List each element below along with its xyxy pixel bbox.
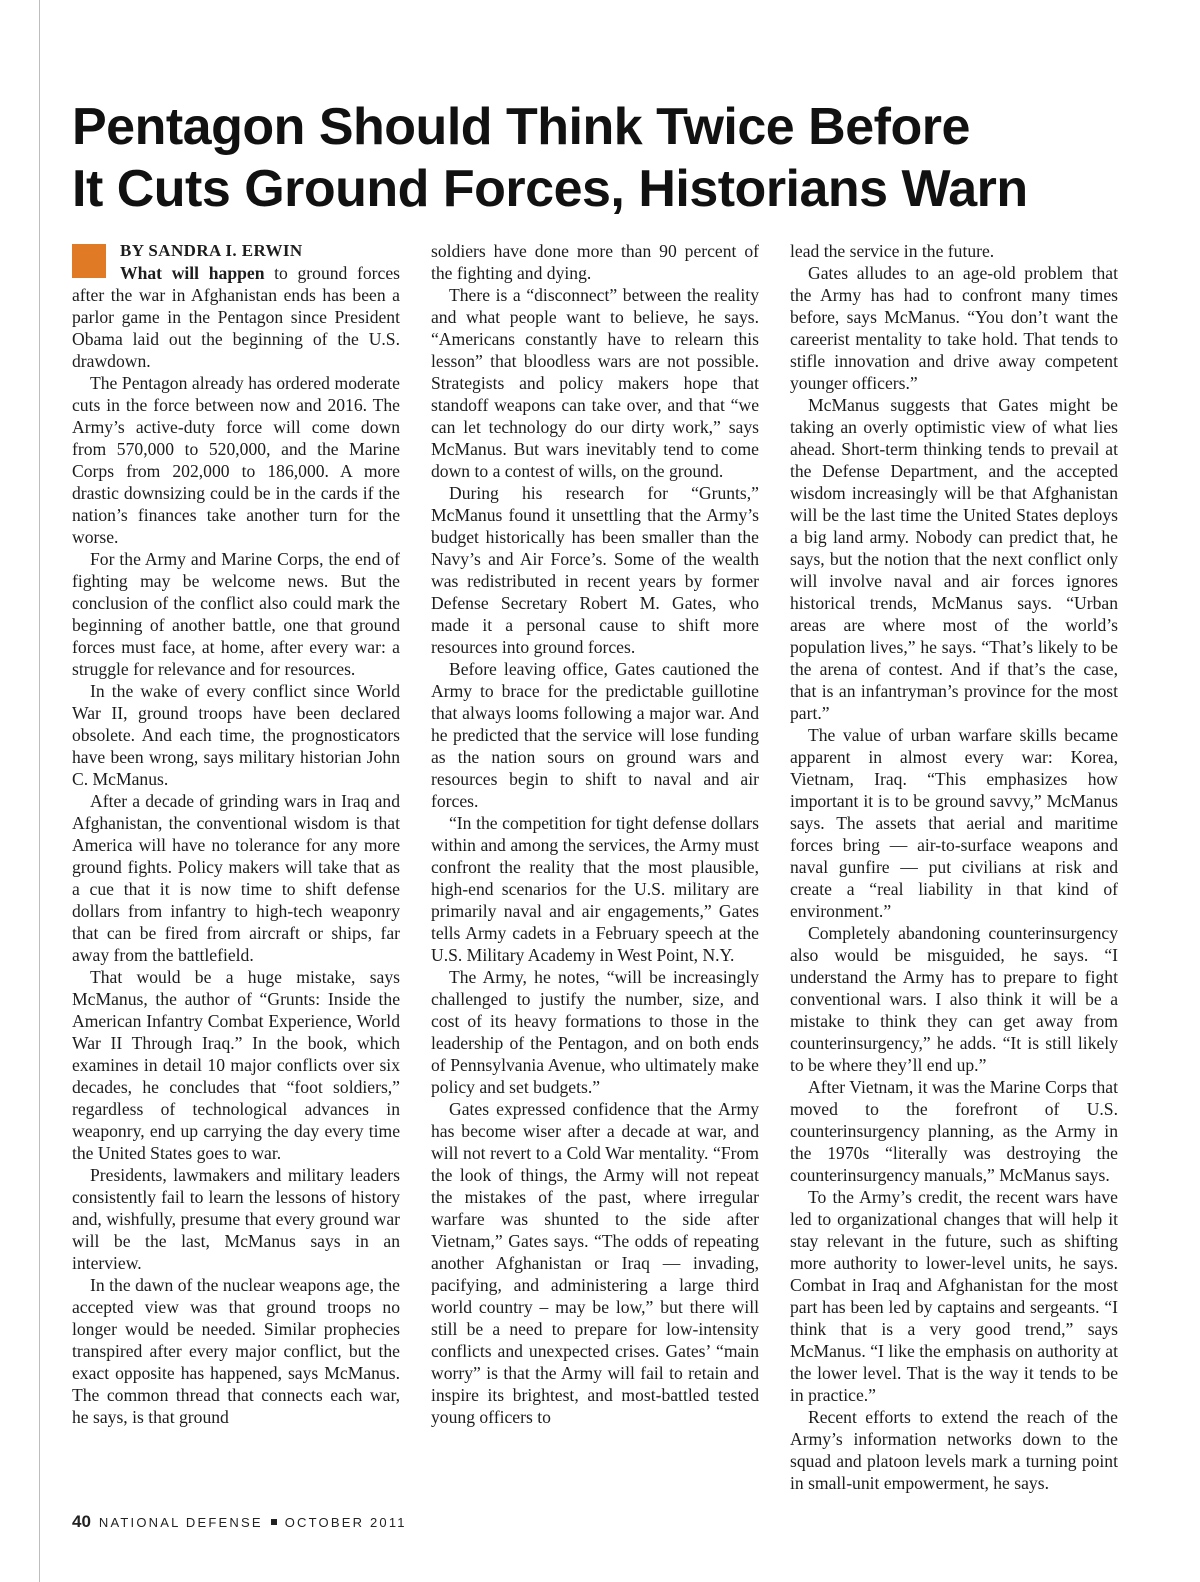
paragraph: Recent efforts to extend the reach of the Army’s information networks down to the squad and platoon levels mark a turning point in small-unit empowerment, he says. xyxy=(790,1407,1118,1493)
paragraph: To the Army’s credit, the recent wars have led to organizational changes that will help it stay relevant in the future, such as shifting more authority to lower-level units, he says. Combat in Iraq and Afghanistan for the most part has been led by captains and sergeants. “I think that is a very good trend,” says McManus. “I like the emphasis on authority at the lower level. That is the way it tends to be in practice.” xyxy=(790,1187,1118,1405)
paragraph: In the wake of every conflict since World War II, ground troops have been declared obsolete. And each time, the prognosticators have been wrong, says military historian John C. McManus. xyxy=(72,681,400,789)
headline-line-2: It Cuts Ground Forces, Historians Warn xyxy=(72,160,1028,218)
headline-line-1: Pentagon Should Think Twice Before xyxy=(72,98,970,156)
paragraph: After a decade of grinding wars in Iraq and Afghanistan, the conventional wisdom is that America will have no tolerance for any more ground fights. Policy makers will take that as a cue that it is now time to shift defense dollars from infantry to high-tech weaponry that can be fired from aircraft or ships, far away from the battlefield. xyxy=(72,791,400,965)
lead-in: What will happen xyxy=(120,263,265,283)
page-footer xyxy=(72,1512,407,1532)
paragraph-continued: lead the service in the future. xyxy=(790,241,995,261)
byline: BY SANDRA I. ERWIN xyxy=(120,241,303,260)
paragraph: There is a “disconnect” between the reality and what people want to believe, he says. “Americans constantly have to relearn this lesson” that bloodless wars are not possible. Strategists and policy makers hope that standoff weapons can take over, and that “we can let technology do our dirty work,” says McManus. But wars inevitably tend to come down to a contest of wills, on the ground. xyxy=(431,285,759,481)
page-number: 40 xyxy=(72,1512,91,1531)
paragraph: “In the competition for tight defense dollars within and among the services, the Army must confront the reality that the most plausible, high-end scenarios for the U.S. military are primarily naval and air engagements,” Gates tells Army cadets in a February speech at the U.S. Military Academy in West Point, N.Y. xyxy=(431,813,759,965)
paragraph: The Army, he notes, “will be increasingly challenged to justify the number, size, and cost of its heavy formations to those in the leadership of the Pentagon, and on both ends of Pennsylvania Avenue, who ultimately make policy and set budgets.” xyxy=(431,967,759,1097)
paragraph: The Pentagon already has ordered moderate cuts in the force between now and 2016. The Army’s active-duty force will come down from 570,000 to 520,000, and the Marine Corps from 202,000 to 186,000. A more drastic downsizing could be in the cards if the nation’s finances take another turn for the worse. xyxy=(72,373,400,547)
byline-row xyxy=(72,240,400,262)
article-column-3 xyxy=(790,240,1118,1494)
article-column-2 xyxy=(431,240,759,1428)
lead-paragraph xyxy=(72,262,400,372)
paragraph: Presidents, lawmakers and military leaders consistently fail to learn the lessons of history and, wishfully, presume that every ground war will be the last, McManus says in an interview. xyxy=(72,1165,400,1273)
accent-square-icon xyxy=(72,244,106,278)
paragraph: Gates alludes to an age-old problem that the Army has had to confront many times before, says McManus. “You don’t want the careerist mentality to take hold. That tends to stifle innovation and drive away competent younger officers.” xyxy=(790,263,1118,393)
paragraph: McManus suggests that Gates might be taking an overly optimistic view of what lies ahead. Short-term thinking tends to prevail at the Defense Department, and the accepted wisdom increasingly will be that Afghanistan will be the last time the United States deploys a big land army. Nobody can predict that, he says, but the notion that the next conflict only will involve naval and air forces ignores historical trends, McManus says. “Urban areas are where most of the world’s population lives,” he says. “That’s likely to be the arena of contest. And if that’s the case, that is an infantryman’s province for the most part.” xyxy=(790,395,1118,723)
publication-name: NATIONAL DEFENSE xyxy=(98,1515,263,1530)
paragraph: Gates expressed confidence that the Army has become wiser after a decade at war, and will not revert to a Cold War mentality. “From the look of things, the Army will not repeat the mistakes of the past, where irregular warfare was shunted to the side after Vietnam,” Gates says. “The odds of repeating another Afghanistan or Iraq — invading, pacifying, and administering a large third world country – may be low,” but there will still be a need to prepare for low-intensity conflicts and unexpected crises. Gates’ “main worry” is that the Army will fail to retain and inspire its brightest, and most-battled tested young officers to xyxy=(431,1099,759,1427)
paragraph: In the dawn of the nuclear weapons age, the accepted view was that ground troops no longer would be needed. Similar prophecies transpired after every major conflict, but the exact opposite has happened, says McManus. The common thread that connects each war, he says, is that ground xyxy=(72,1275,400,1427)
paragraph-continued: soldiers have done more than 90 percent of the fighting and dying. xyxy=(431,241,759,283)
paragraph: The value of urban warfare skills became apparent in almost every war: Korea, Vietnam, Iraq. “This emphasizes how important it is to be ground savvy,” McManus says. The assets that aerial and maritime forces bring — air-to-surface weapons and naval gunfire — put civilians at risk and create a “real liability in that kind of environment.” xyxy=(790,725,1118,921)
paragraph: Before leaving office, Gates cautioned the Army to brace for the predictable guillotine that always looms following a major war. And he predicted that the service will lose funding as the nation sours on ground wars and resources begin to shift to naval and air forces. xyxy=(431,659,759,811)
paragraph: Completely abandoning counterinsurgency also would be misguided, he says. “I understand the Army has to prepare to fight conventional wars. I also think it will be a mistake to think they can get away from counterinsurgency,” he adds. “It is still likely to be where they’ll end up.” xyxy=(790,923,1118,1075)
paragraph: After Vietnam, it was the Marine Corps that moved to the forefront of U.S. counterinsurgency planning, as the Army in the 1970s “literally was destroying the counterinsurgency manuals,” McManus says. xyxy=(790,1077,1118,1185)
paragraph: That would be a huge mistake, says McManus, the author of “Grunts: Inside the American Infantry Combat Experience, World War II Through Iraq.” In the book, which examines in detail 10 major conflicts over six decades, he concludes that “foot soldiers,” regardless of technological advances in weaponry, end up carrying the day every time the United States goes to war. xyxy=(72,967,400,1163)
article-headline xyxy=(72,96,1132,220)
paragraph: For the Army and Marine Corps, the end of fighting may be welcome news. But the conclusion of the conflict also could mark the beginning of another battle, one that ground forces must face, at home, after every war: a struggle for relevance and for resources. xyxy=(72,549,400,679)
article-column-1 xyxy=(72,240,400,1428)
lead-rest: to ground forces after the war in Afghanistan ends has been a parlor game in the Pentagon since President Obama laid out the beginning of the U.S. drawdown. xyxy=(72,263,400,371)
page-gutter-rule xyxy=(39,0,40,1582)
issue-date: OCTOBER 2011 xyxy=(284,1515,407,1530)
paragraph: During his research for “Grunts,” McManus found it unsettling that the Army’s budget historically has been smaller than the Navy’s and Air Force’s. Some of the wealth was redistributed in recent years by former Defense Secretary Robert M. Gates, who made it a personal cause to shift more resources into ground forces. xyxy=(431,483,759,657)
footer-separator-icon xyxy=(271,1519,277,1525)
